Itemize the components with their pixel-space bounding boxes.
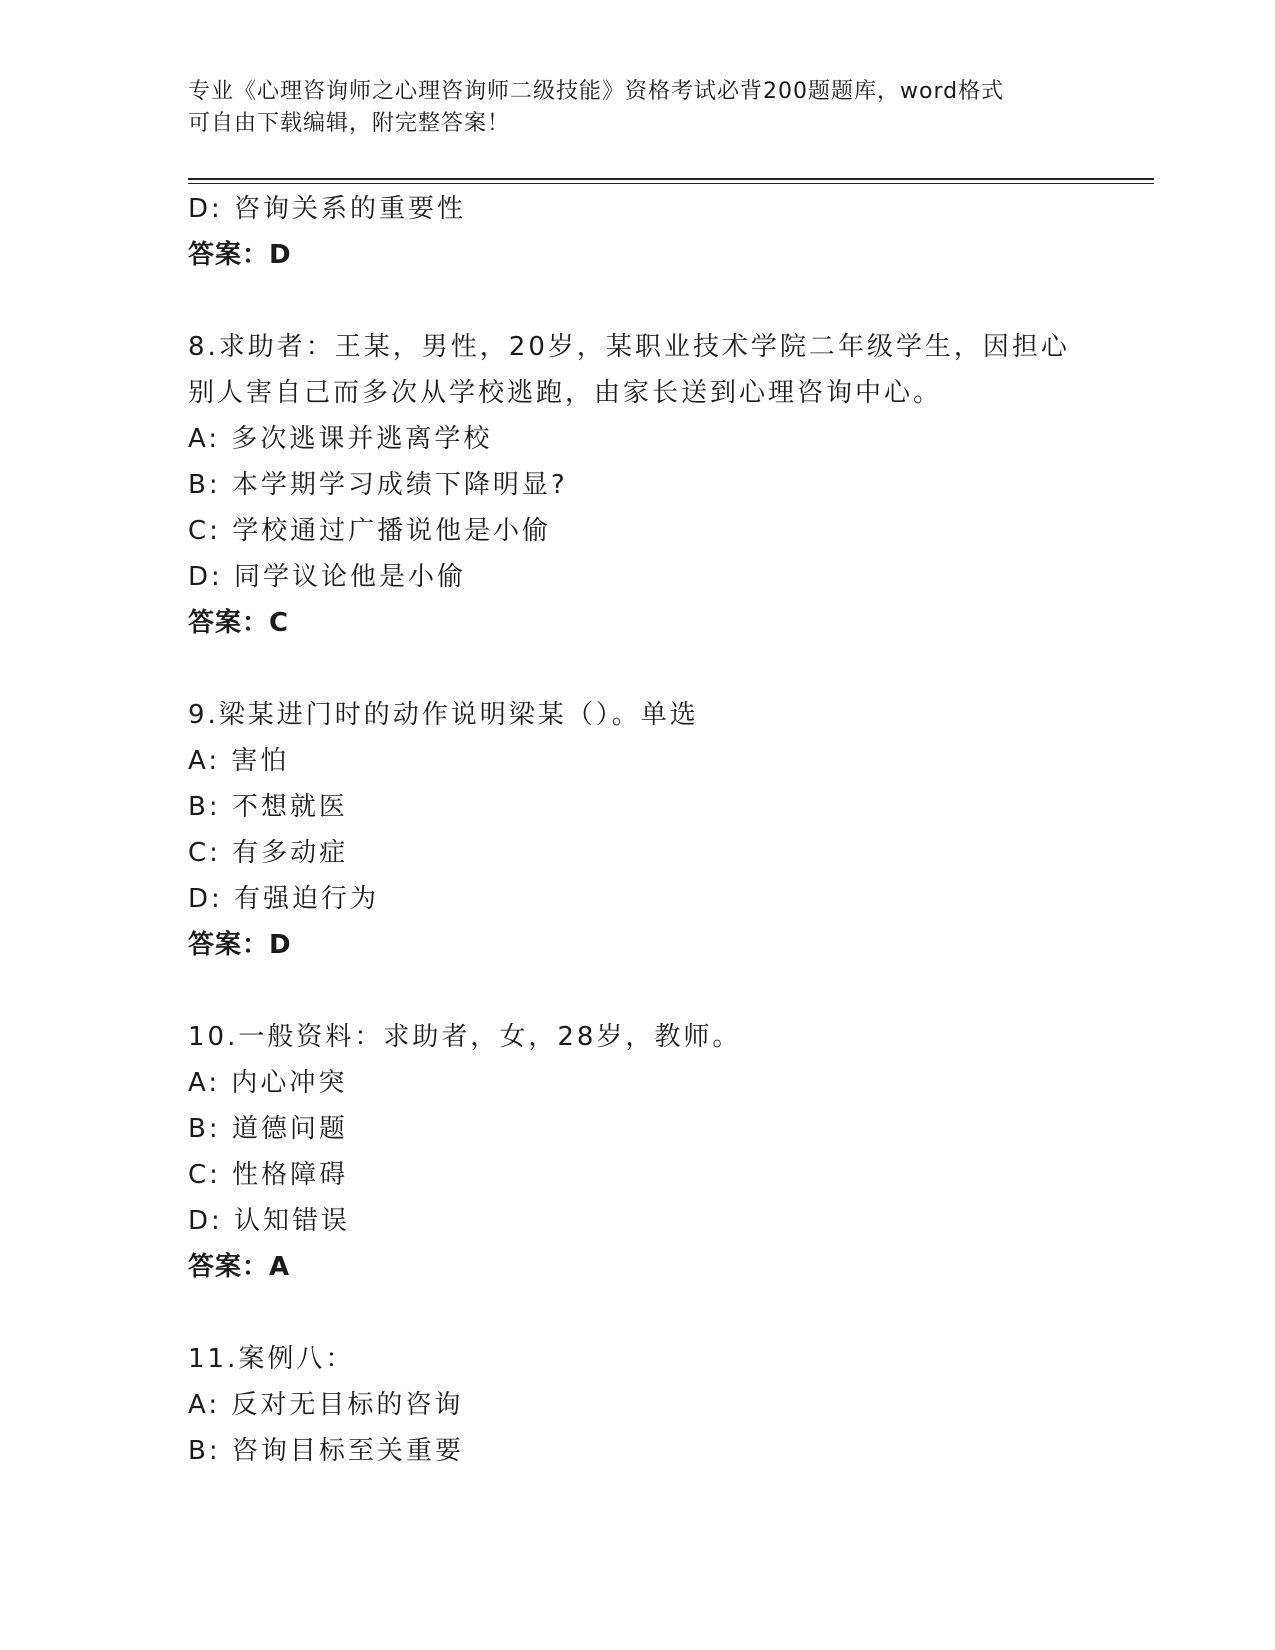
- question-stem-line-1: 8.求助者：王某，男性，20岁，某职业技术学院二年级学生，因担心: [188, 332, 1070, 362]
- option-a: A: 反对无目标的咨询: [188, 1390, 464, 1420]
- option-d: D: 有强迫行为: [188, 884, 380, 914]
- option-b: B: 不想就医: [188, 792, 348, 822]
- question-list: [188, 186, 1088, 1474]
- spacer: [188, 646, 1088, 692]
- question-10: [188, 1014, 1088, 1290]
- option-a: A: 害怕: [188, 746, 290, 776]
- option-d: D: 认知错误: [188, 1206, 351, 1236]
- option-a: A: 多次逃课并逃离学校: [188, 424, 493, 454]
- option-d: D: 同学议论他是小偷: [188, 562, 467, 592]
- answer-label: 答案：A: [188, 1252, 291, 1282]
- header-divider-thick: [188, 178, 1154, 180]
- spacer: [188, 968, 1088, 1014]
- question-7-tail: [188, 186, 1088, 278]
- option-d: D: 咨询关系的重要性: [188, 194, 467, 224]
- question-stem-line-2: 别人害自己而多次从学校逃跑，由家长送到心理咨询中心。: [188, 378, 943, 408]
- option-b: B: 咨询目标至关重要: [188, 1436, 464, 1466]
- option-b: B: 道德问题: [188, 1114, 348, 1144]
- spacer: [188, 278, 1088, 324]
- question-stem: 10.一般资料：求助者，女，28岁，教师。: [188, 1022, 742, 1052]
- option-c: C: 性格障碍: [188, 1160, 349, 1190]
- document-header: [188, 76, 1088, 140]
- answer-label: 答案：C: [188, 608, 290, 638]
- answer-label: 答案：D: [188, 930, 292, 960]
- question-9: [188, 692, 1088, 968]
- option-c: C: 学校通过广播说他是小偷: [188, 516, 552, 546]
- header-line-1: 专业《心理咨询师之心理咨询师二级技能》资格考试必背200题题库，word格式: [188, 79, 1005, 104]
- question-stem: 11.案例八：: [188, 1344, 355, 1374]
- question-8: [188, 324, 1088, 646]
- option-c: C: 有多动症: [188, 838, 349, 868]
- header-divider-thin: [188, 183, 1154, 184]
- spacer: [188, 1290, 1088, 1336]
- header-line-2: 可自由下载编辑，附完整答案！: [188, 111, 511, 136]
- option-a: A: 内心冲突: [188, 1068, 348, 1098]
- question-11: [188, 1336, 1088, 1474]
- answer-label: 答案：D: [188, 240, 292, 270]
- option-b: B: 本学期学习成绩下降明显?: [188, 470, 568, 500]
- question-stem: 9.梁某进门时的动作说明梁某（）。单选: [188, 700, 699, 730]
